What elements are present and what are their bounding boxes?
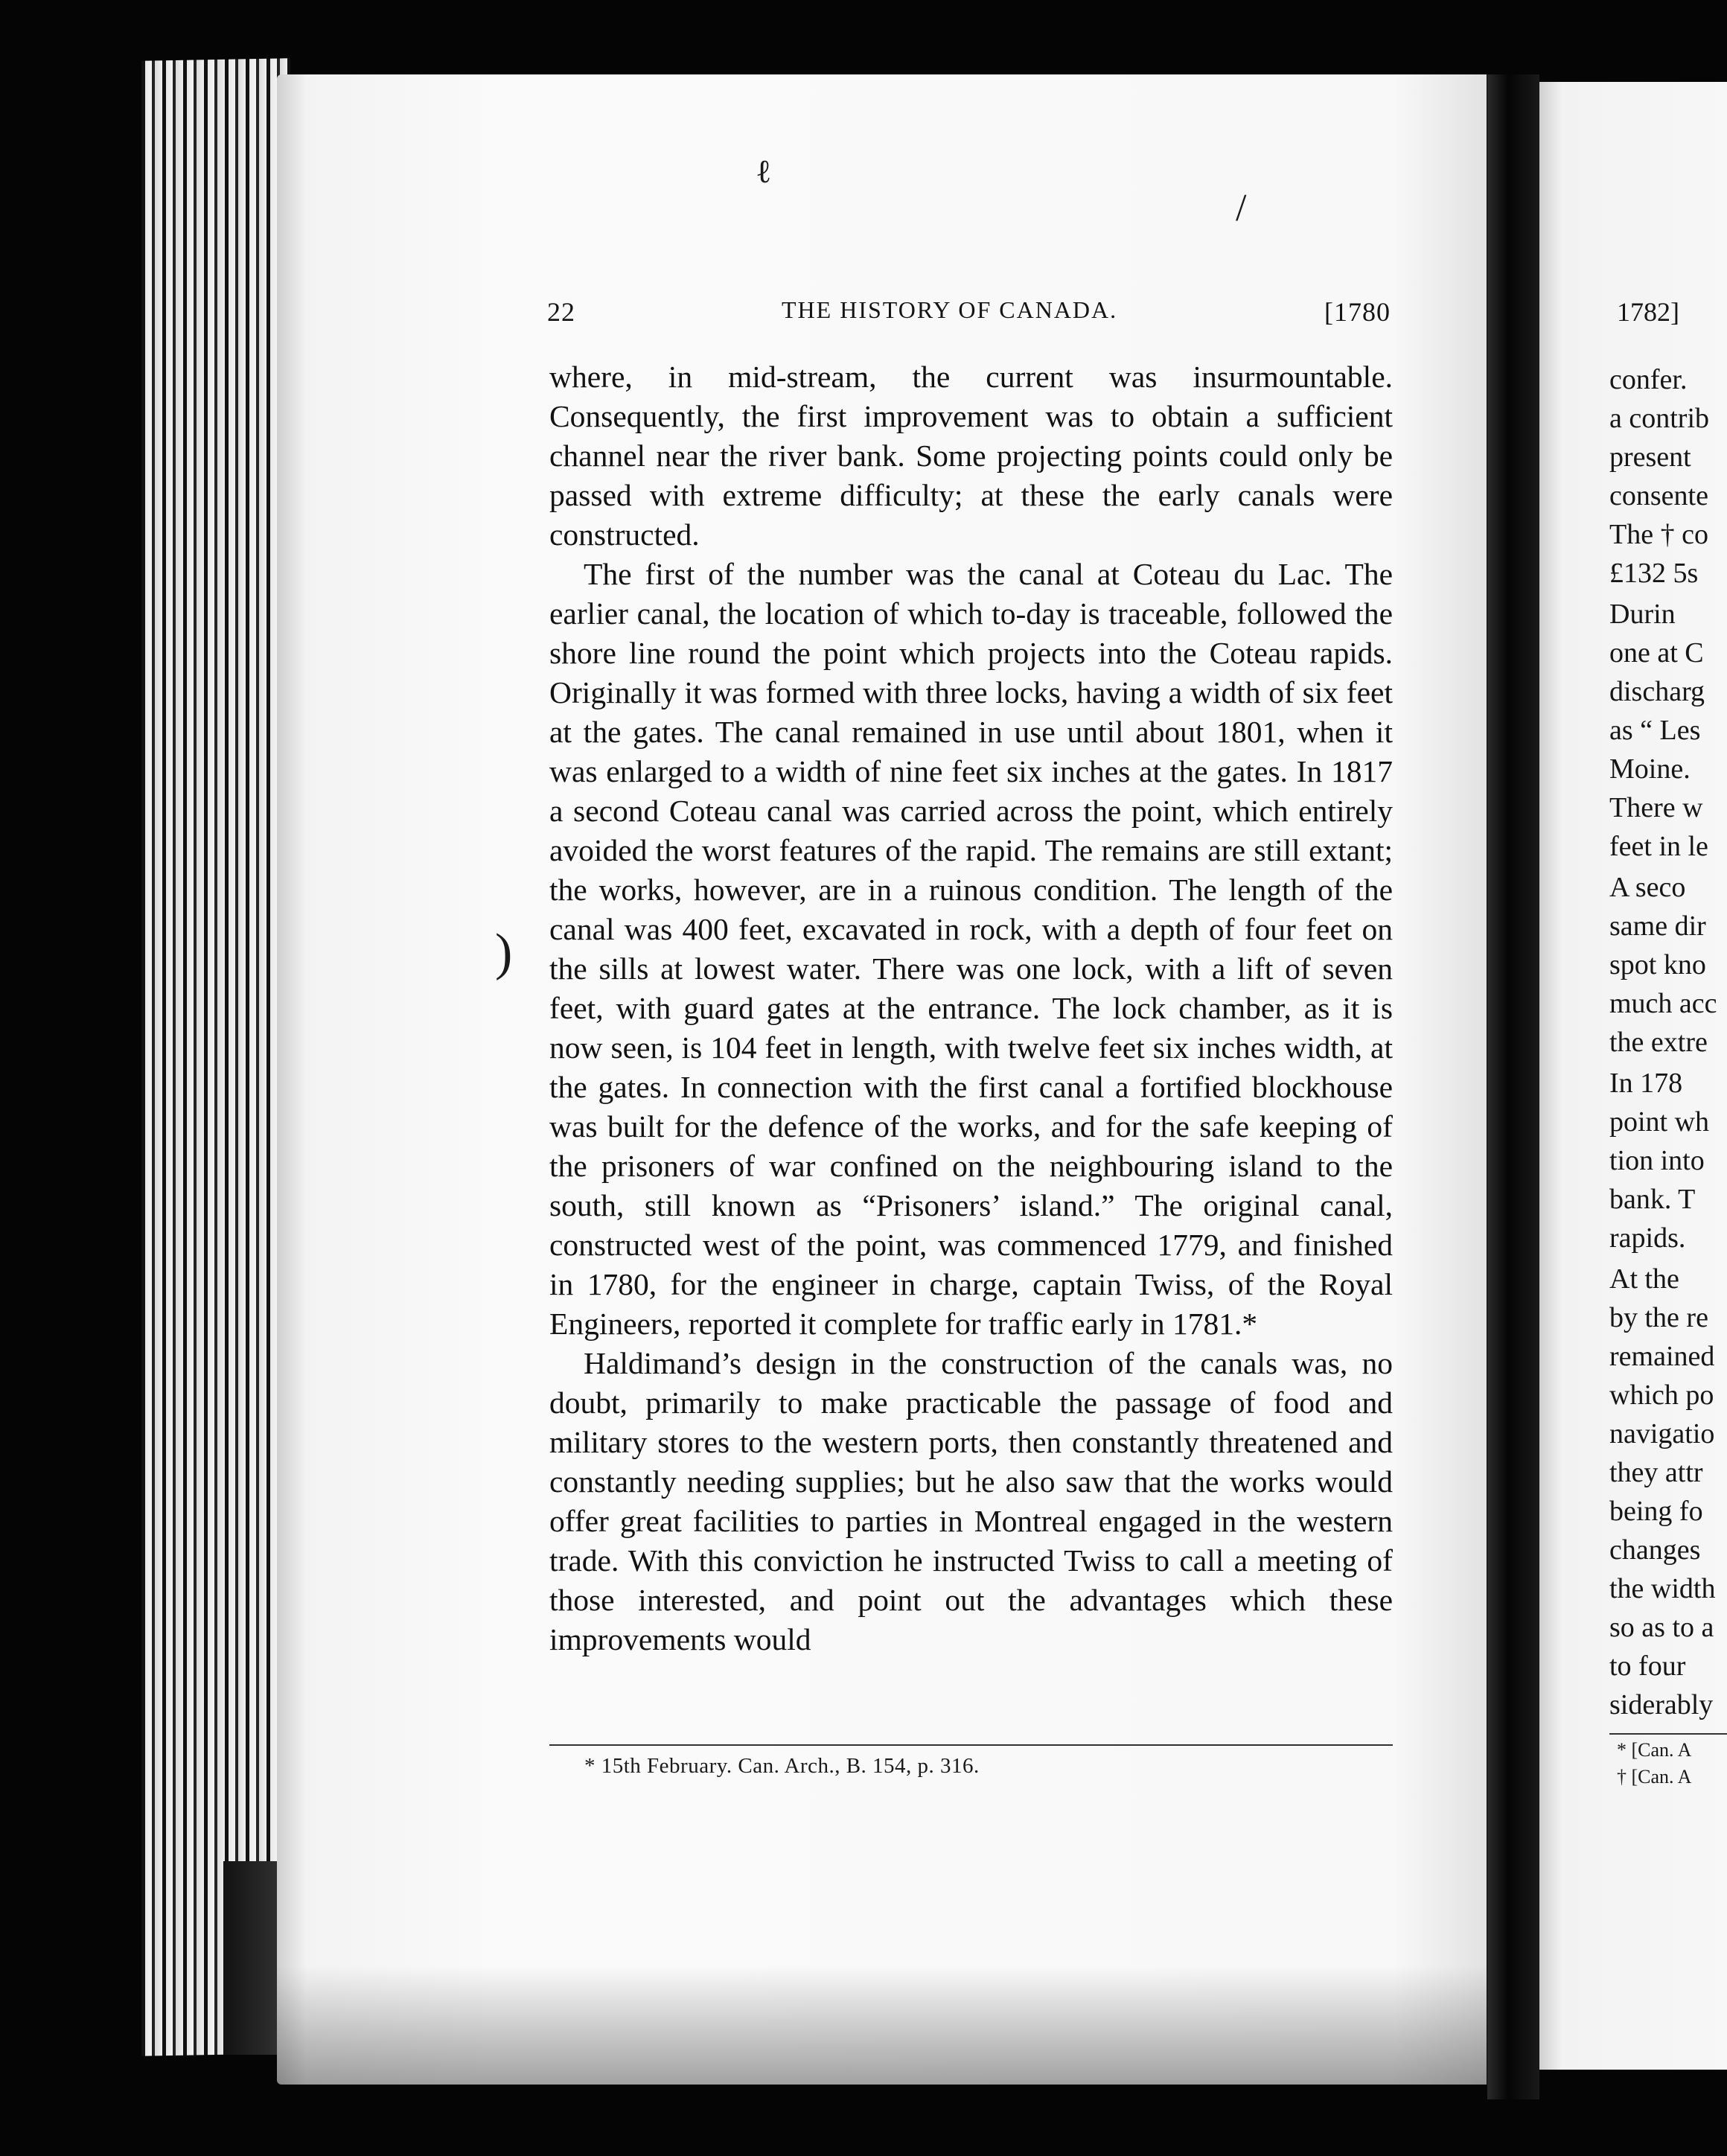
- right-page-line: In 178: [1609, 1068, 1683, 1099]
- right-page-line: which po: [1609, 1380, 1714, 1411]
- right-running-head-year: 1782]: [1617, 297, 1679, 327]
- pencil-mark: /: [1236, 187, 1247, 229]
- paragraph: where, in mid-stream, the current was insurmountable. Consequently, the first improvement was to obtain a sufficient channel near the river bank. Some projecting points could only be passed with extreme difficulty; at these the early canals were constructed.: [549, 360, 1393, 552]
- right-page-line: as “ Les: [1609, 715, 1701, 746]
- right-page-line: navigatio: [1609, 1418, 1715, 1449]
- right-page-line: remained: [1609, 1341, 1715, 1372]
- right-page-line: a contrib: [1609, 403, 1710, 434]
- pencil-mark: ): [495, 924, 513, 981]
- right-page-line: present: [1609, 441, 1691, 473]
- pencil-mark: ℓ: [756, 153, 772, 190]
- right-page-line: by the re: [1609, 1302, 1708, 1333]
- right-footnote-rule: [1609, 1733, 1727, 1735]
- footnote: * 15th February. Can. Arch., B. 154, p. 316.: [584, 1754, 980, 1778]
- right-page-line: being fo: [1609, 1496, 1703, 1527]
- page-shadow: [277, 1965, 1487, 2085]
- right-page: [1539, 82, 1727, 2070]
- right-page-line: Durin: [1609, 599, 1676, 630]
- right-page-line: so as to a: [1609, 1612, 1714, 1643]
- right-page-line: There w: [1609, 792, 1703, 823]
- running-title: THE HISTORY OF CANADA.: [782, 296, 1118, 323]
- right-page-line: £132 5s: [1609, 558, 1699, 589]
- right-page-line: changes: [1609, 1534, 1701, 1566]
- right-page-line: bank. T: [1609, 1184, 1696, 1215]
- footnote-rule: [549, 1744, 1393, 1746]
- right-page-line: feet in le: [1609, 831, 1708, 862]
- right-page-line: spot kno: [1609, 949, 1706, 980]
- body-text: [549, 357, 1393, 1659]
- right-page-footnote: † [Can. A: [1617, 1766, 1692, 1787]
- stacked-page-edges: [141, 58, 290, 2055]
- right-page-footnote: * [Can. A: [1617, 1739, 1692, 1761]
- right-page-line: consente: [1609, 480, 1708, 511]
- right-page-line: rapids.: [1609, 1222, 1686, 1254]
- right-page-line: confer.: [1609, 364, 1688, 395]
- book-gutter: [1487, 74, 1539, 2099]
- right-page-line: to four: [1609, 1651, 1686, 1682]
- running-head: [547, 296, 1391, 341]
- right-page-line: they attr: [1609, 1457, 1703, 1488]
- right-page-line: The † co: [1609, 519, 1708, 550]
- right-page-line: one at C: [1609, 637, 1704, 669]
- right-page-line: same dir: [1609, 910, 1706, 942]
- right-page-line: At the: [1609, 1263, 1679, 1295]
- right-page-line: the width: [1609, 1573, 1716, 1604]
- right-page-line: Moine.: [1609, 753, 1691, 785]
- right-page-line: the extre: [1609, 1027, 1708, 1058]
- right-page-line: A seco: [1609, 872, 1686, 903]
- paragraph: The first of the number was the canal at Coteau du Lac. The earlier canal, the location of which to-day is traceable, followed the shore line round the point which projects into the Coteau rapids. Originally it was formed with three locks, having a width of six feet at the gates. The canal remained in use until about 1801, when it was enlarged to a width of nine feet six inches at the gates. In 1817 a second Coteau canal was carried across the point, which entirely avoided the worst features of the rapid. The remains are still extant; the works, however, are in a ruinous condition. The length of the canal was 400 feet, excavated in rock, with a depth of four feet on the sills at lowest water. There was one lock, with a lift of seven feet, with guard gates at the entrance. The lock chamber, as it is now seen, is 104 feet in length, with twelve feet six inches width, at the gates. In connection with the first canal a fortified blockhouse was built for the defence of the works, and for the safe keeping of the prisoners of war confined on the neighbouring island to the south, still known as “Prisoners’ island.” The original canal, constructed west of the point, was commenced 1779, and finished in 1780, for the engineer in charge, captain Twiss, of the Royal Engineers, reported it complete for traffic early in 1781.*: [549, 557, 1393, 1341]
- paragraph: Haldimand’s design in the construction of the canals was, no doubt, primarily to make practicable the passage of food and military stores to the western ports, then constantly threatened and constantly needing supplies; but he also saw that the works would offer great facilities to parties in Montreal engaged in the western trade. With this conviction he instructed Twiss to call a meeting of those interested, and point out the advantages which these improvements would: [549, 1346, 1393, 1656]
- right-page-line: siderably: [1609, 1689, 1714, 1720]
- page-number: 22: [547, 297, 575, 327]
- right-page-line: discharg: [1609, 676, 1705, 707]
- right-page-line: much acc: [1609, 988, 1717, 1019]
- running-head-year: [1780: [1324, 297, 1391, 327]
- right-page-line: point wh: [1609, 1106, 1710, 1138]
- right-page-line: tion into: [1609, 1145, 1705, 1176]
